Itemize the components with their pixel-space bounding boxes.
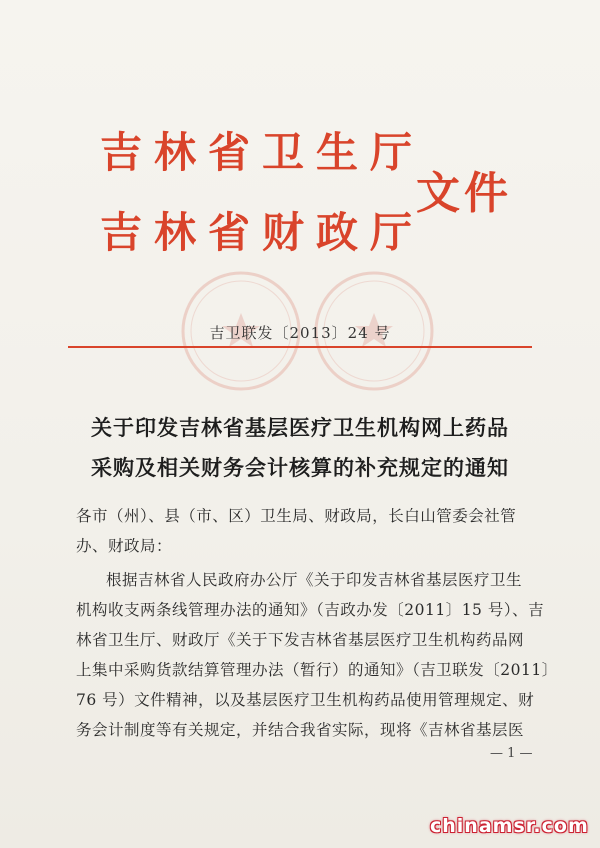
issuer-health-department: 吉林省卫生厅 [100,128,425,177]
issuer-finance-department: 吉林省财政厅 [100,208,425,257]
body-line: 各市（州）、县（市、区）卫生局、财政局，长白山管委会社管 [76,507,517,525]
notice-title-line-2: 采购及相关财务会计核算的补充规定的通知 [91,455,509,480]
body-line: 务会计制度等有关规定，并结合我省实际，现将《吉林省基层医 [76,721,525,739]
document-number: 吉卫联发〔2013〕24 号 [209,324,391,342]
body-line: 办、财政局： [76,537,173,555]
body-line: 机构收支两条线管理办法的通知》（吉政办发〔2011〕15 号）、吉 [76,601,545,619]
body-line: 76 号）文件精神，以及基层医疗卫生机构药品使用管理规定、财 [76,691,535,709]
body-line: 林省卫生厅、财政厅《关于下发吉林省基层医疗卫生机构药品网 [76,631,525,649]
red-divider [68,346,532,348]
site-watermark: chinamsr.com [430,815,589,837]
document-label: 文件 [416,168,512,219]
body-line: 根据吉林省人民政府办公厅《关于印发吉林省基层医疗卫生 [106,571,523,589]
notice-title-line-1: 关于印发吉林省基层医疗卫生机构网上药品 [91,415,509,440]
page-number: — 1 — [490,746,533,761]
body-line: 上集中采购货款结算管理办法（暂行）的通知》（吉卫联发〔2011〕 [76,661,558,679]
